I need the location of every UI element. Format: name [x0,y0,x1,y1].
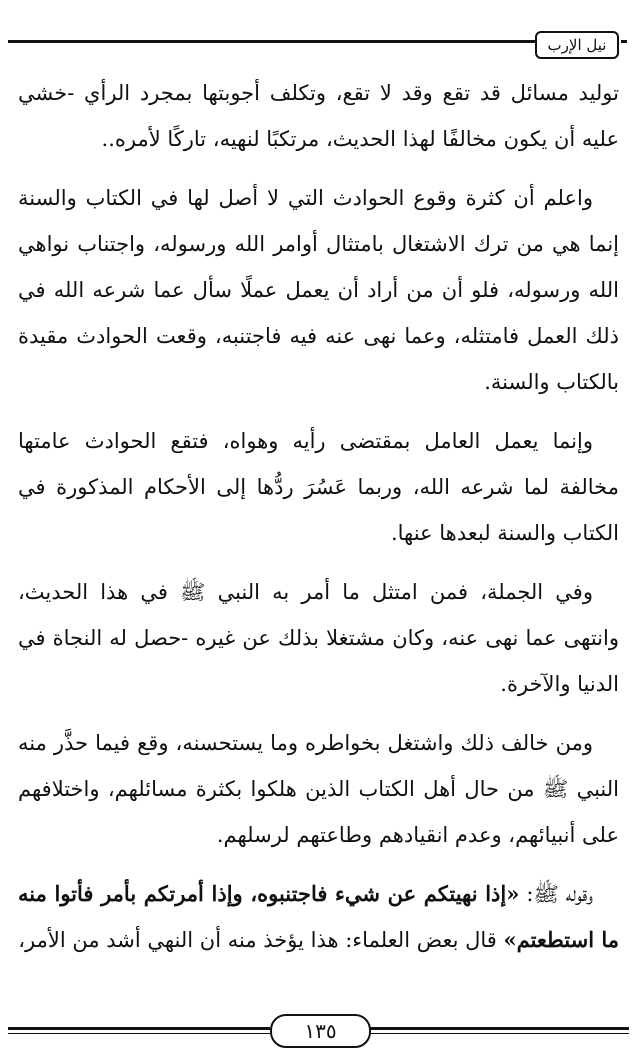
footer-rule-left [8,1027,270,1030]
paragraph-3: وإنما يعمل العامل بمقتضى رأيه وهواه، فتقع الحوادث عامتها مخالفة لما شرعه الله، وربما عَسُرَ ردُّها إلى الأحكام المذكورة في الكتاب والسنة لبعدها عنها. [18,429,619,545]
paragraph-2: واعلم أن كثرة وقوع الحوادث التي لا أصل لها في الكتاب والسنة إنما هي من ترك الاشتغال بامتثال أوامر الله ورسوله، واجتناب نواهي الله ورسوله، فلو أن من أراد أن يعمل عملًا سأل عما شرعه الله في ذلك العمل فامتثله، وعما نهى عنه فيه فاجتنبه، وقعت الحوادث مقيدة بالكتاب والسنة. [18,186,620,394]
paragraph-6-rest: قال بعض العلماء: هذا يؤخذ منه أن النهي أشد من الأمر، [18,928,504,952]
page-number: ١٣٥ [270,1014,371,1048]
header-rule-end [621,40,627,43]
page-body [18,70,619,976]
paragraph-6-intro: وقوله ﷺ: [519,882,593,906]
footer-rule-right-thin [367,1033,629,1034]
hadith-quote: «إذا نهيتكم عن شيء فاجتنبوه، وإذا أمرتكم بأمر فأتوا منه ما استطعتم» [18,881,619,952]
paragraph-6 [18,871,619,963]
footer-rule-right [367,1027,629,1030]
header-rule [8,40,537,43]
running-header-title: نيل الإرب [535,31,619,59]
paragraph-1: تولید مسائل قد تقع وقد لا تقع، وتكلف أجوبتها بمجرد الرأي -خشي عليه أن يكون مخالفًا لهذا الحديث، مرتكبًا لنهيه، تاركًا لأمره.. [18,81,619,151]
paragraph-5: ومن خالف ذلك واشتغل بخواطره وما يستحسنه، وقع فيما حذَّر منه النبي ﷺ من حال أهل الكتاب الذين هلكوا بكثرة مسائلهم، واختلافهم على أنبيائهم، وعدم انقيادهم وطاعتهم لرسلهم. [18,731,619,847]
footer-rule-left-thin [8,1033,270,1034]
paragraph-4: وفي الجملة، فمن امتثل ما أمر به النبي ﷺ في هذا الحديث، وانتهى عما نهى عنه، وكان مشتغلا بذلك عن غيره -حصل له النجاة في الدنيا والآخرة. [18,580,619,696]
